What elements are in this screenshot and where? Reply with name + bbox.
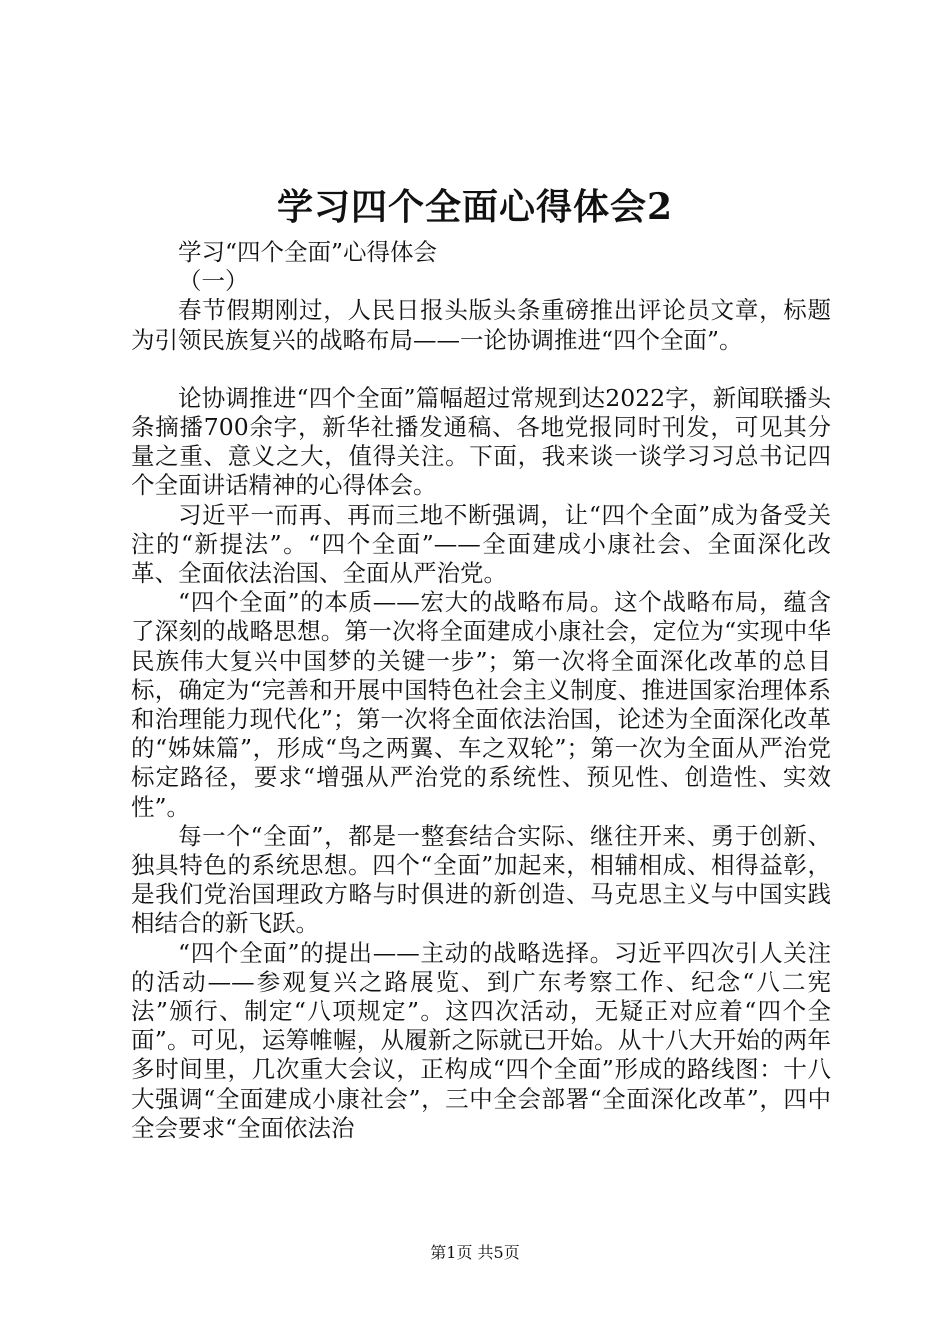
body-paragraph: “四个全面”的提出——主动的战略选择。习近平四次引人关注的活动——参观复兴之路展览、到广东考察工作、纪念“八二宪法”颁行、制定“八项规定”。这四次活动，无疑正对应着“四个全面”。可见，运筹帷幄，从履新之际就已开始。从十八大开始的两年多时间里，几次重大会议，正构成“四个全面”形成的路线图：十八大强调“全面建成小康社会”，三中全会部署“全面深化改革”，四中全会要求“全面依法治 bbox=[131, 938, 831, 1142]
body-paragraph: 每一个“全面”，都是一整套结合实际、继往开来、勇于创新、独具特色的系统思想。四个“全面”加起来，相辅相成、相得益彰，是我们党治国理政方略与时俱进的新创造、马克思主义与中国实践相结合的新飞跃。 bbox=[131, 821, 831, 938]
body-paragraph: 论协调推进“四个全面”篇幅超过常规到达2022字，新闻联播头条摘播700余字，新华社播发通稿、各地党报同时刊发，可见其分量之重、意义之大，值得关注。下面，我来谈一谈学习习总书记四个全面讲话精神的心得体会。 bbox=[131, 383, 831, 500]
document-body bbox=[131, 238, 831, 1143]
page-footer: 第1页 共5页 bbox=[430, 1243, 520, 1262]
body-paragraph: “四个全面”的本质——宏大的战略布局。这个战略布局，蕴含了深刻的战略思想。第一次将全面建成小康社会，定位为“实现中华民族伟大复兴中国梦的关键一步”；第一次将全面深化改革的总目标，确定为“完善和开展中国特色社会主义制度、推进国家治理体系和治理能力现代化”；第一次将全面依法治国，论述为全面深化改革的“姊妹篇”，形成“鸟之两翼、车之双轮”；第一次为全面从严治党标定路径，要求“增强从严治党的系统性、预见性、创造性、实效性”。 bbox=[131, 588, 831, 821]
subtitle-paragraph: 学习“四个全面”心得体会 bbox=[178, 238, 438, 266]
body-paragraph: 习近平一而再、再而三地不断强调，让“四个全面”成为备受关注的“新提法”。“四个全面”——全面建成小康社会、全面深化改革、全面依法治国、全面从严治党。 bbox=[131, 500, 831, 588]
body-paragraph: 春节假期刚过，人民日报头版头条重磅推出评论员文章，标题为引领民族复兴的战略布局——一论协调推进“四个全面”。 bbox=[131, 296, 831, 354]
section-number: （一） bbox=[178, 267, 249, 296]
document-title: 学习四个全面心得体会2 bbox=[276, 186, 674, 228]
